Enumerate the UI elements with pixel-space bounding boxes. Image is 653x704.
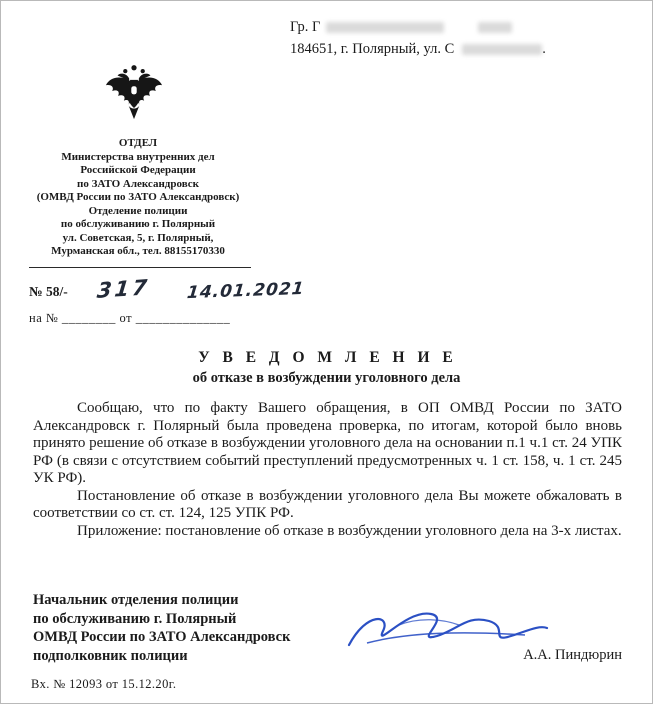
letterhead-line: ОТДЕЛ <box>118 137 158 149</box>
signatory-line: ОМВД России по ЗАТО Александровск <box>33 629 291 646</box>
signatory-line: подполковник полиции <box>33 647 188 664</box>
recipient-block <box>290 17 640 61</box>
outgoing-number-line <box>29 275 306 304</box>
signatory-line: Начальник отделения полиции <box>33 592 239 608</box>
redacted-name-tail <box>478 22 512 33</box>
handwritten-number: 317 <box>95 275 152 303</box>
recipient-name-prefix: Гр. Г <box>290 19 321 35</box>
document-subtitle: об отказе в возбуждении уголовного дела <box>192 370 461 386</box>
letterhead-line: Российской Федерации <box>80 164 196 177</box>
letterhead-line: по ЗАТО Александровск <box>77 177 199 190</box>
letterhead-line: Мурманская обл., тел. 88155170330 <box>51 245 225 258</box>
recipient-address-suffix: . <box>542 40 546 57</box>
letterhead-line: Отделение полиции <box>88 204 188 217</box>
body-paragraph: Сообщаю, что по факту Вашего обращения, в ОП ОМВД России по ЗАТО Александровск г. Полярный была проведена проверка, по итогам, которой было вновь принято решение об отказе в возбуждении уголовного дела на основании п.1 ч.1 ст. 24 УПК РФ (в связи с отсутствием событий преступлений предусмотренных ч. 1 ст. 158, ч. 1 ст. 245 УК РФ). <box>33 400 622 487</box>
letterhead-block <box>27 137 249 259</box>
signatory-line: по обслуживанию г. Полярный <box>33 610 237 627</box>
document-title: У В Е Д О М Л Е Н И Е <box>198 349 455 366</box>
outgoing-number-prefix: № 58/- <box>29 284 68 299</box>
letterhead-line: (ОМВД России по ЗАТО Александровск) <box>36 191 240 204</box>
letterhead-line: ул. Советская, 5, г. Полярный, <box>62 231 214 244</box>
reply-reference-line: на № ________ от ______________ <box>29 311 231 325</box>
recipient-address-prefix: 184651, г. Полярный, ул. С <box>290 40 455 57</box>
body-text <box>33 400 622 540</box>
title-block <box>1 349 652 387</box>
letterhead-divider <box>29 267 251 268</box>
letterhead-line: Министерства внутренних дел <box>61 150 215 163</box>
redacted-name <box>326 22 444 33</box>
mvd-eagle-emblem-icon <box>103 61 165 123</box>
signatory-name: А.А. Пиндюрин <box>523 647 622 663</box>
body-paragraph: Постановление об отказе в возбуждении уголовного дела Вы можете обжаловать в соответствии со ст. ст. 124, 125 УПК РФ. <box>33 487 622 522</box>
incoming-stamp: Вх. № 12093 от 15.12.20г. <box>31 677 177 691</box>
signatory-block <box>33 591 290 665</box>
recipient-line-2 <box>290 39 640 61</box>
letterhead-line: по обслуживанию г. Полярный <box>60 218 216 231</box>
body-paragraph: Приложение: постановление об отказе в возбуждении уголовного дела на 3-х листах. <box>77 522 622 539</box>
handwritten-signature <box>339 601 554 663</box>
recipient-line-1 <box>290 17 640 39</box>
redacted-address <box>462 44 542 55</box>
handwritten-date: 14.01.2021 <box>186 278 306 304</box>
